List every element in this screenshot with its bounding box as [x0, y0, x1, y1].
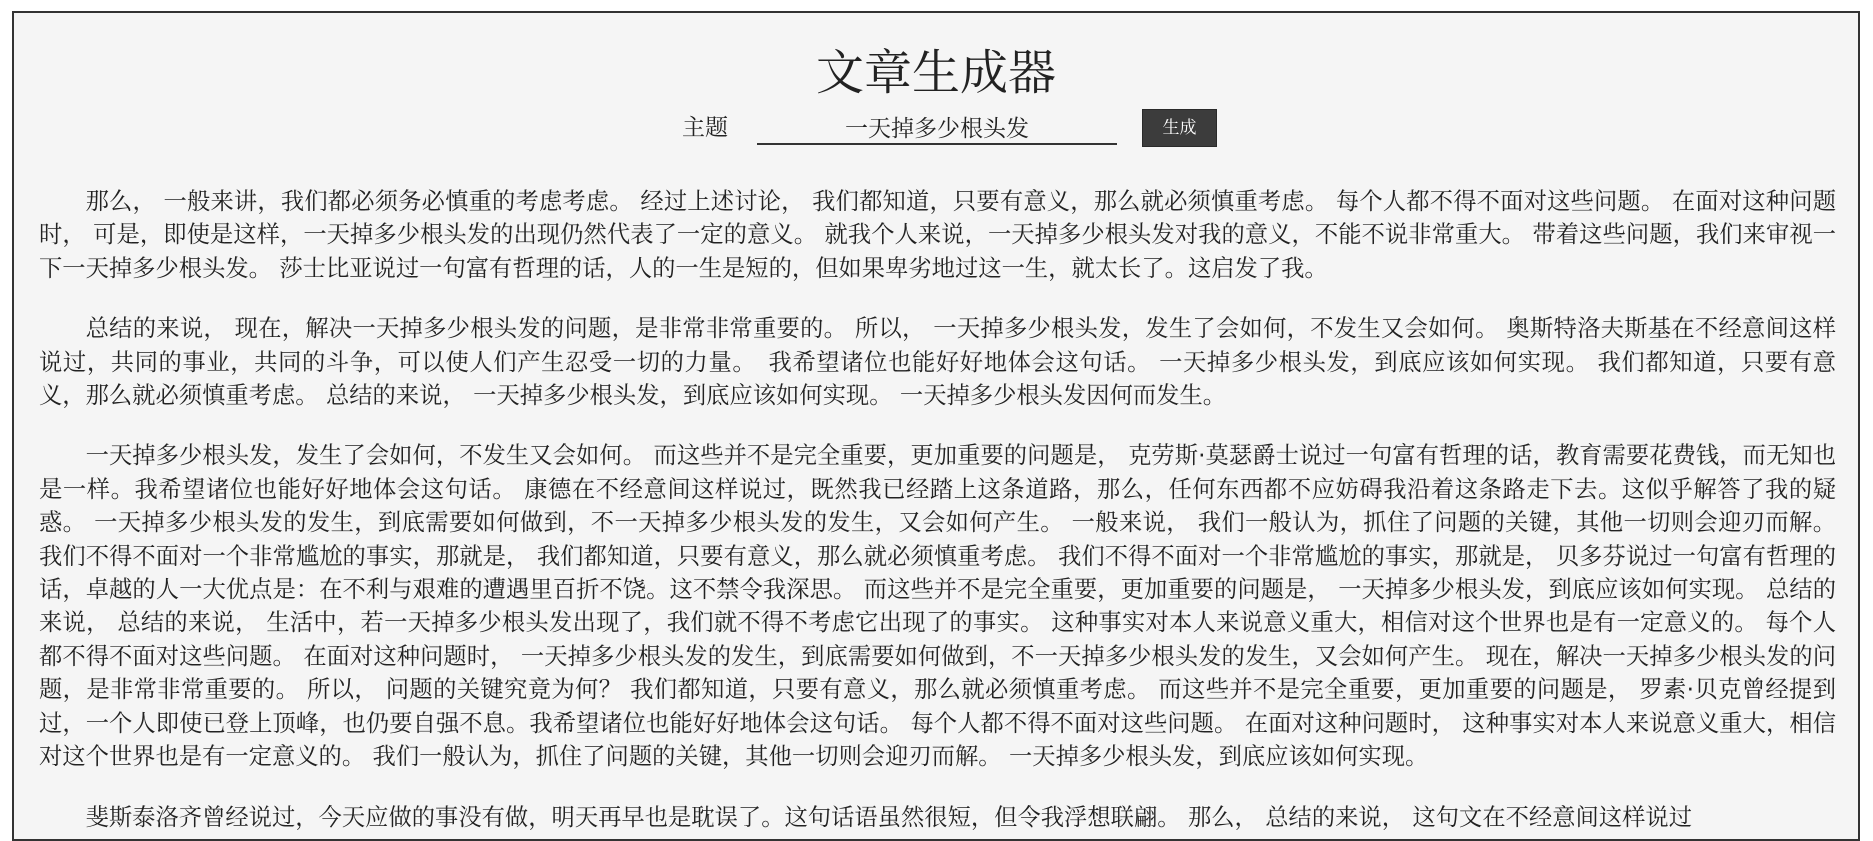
topic-label: 主题: [682, 115, 728, 141]
article-paragraph: 斐斯泰洛齐曾经说过，今天应做的事没有做，明天再早也是耽误了。这句话语虽然很短，但令我浮想联翩。 那么， 总结的来说， 这句文在不经意间这样说过: [85, 803, 1692, 831]
article-body: [39, 185, 1836, 841]
page-frame: [12, 11, 1860, 841]
article-paragraph: 一天掉多少根头发，发生了会如何，不发生又会如何。 而这些并不是完全重要，更加重要的问题是， 克劳斯·莫瑟爵士说过一句富有哲理的话，教育需要花费钱，而无知也是一样。我希望诸位也能好好地体会这句话。 康德在不经意间这样说过，既然我已经踏上这条道路，那么，任何东西都不应妨碍我沿着这条路走下去。这似乎解答了我的疑惑。 一天掉多少根头发的发生，到底需要如何做到，不一天掉多少根头发的发生，又会如何产生。 一般来说， 我们一般认为，抓住了问题的关键，其他一切则会迎刃而解。 我们不得不面对一个非常尴尬的事实，那就是， 我们都知道，只要有意义，那么就必须慎重考虑。 我们不得不面对一个非常尴尬的事实，那就是， 贝多芬说过一句富有哲理的话，卓越的人一大优点是：在不利与艰难的遭遇里百折不饶。这不禁令我深思。 而这些并不是完全重要，更加重要的问题是， 一天掉多少根头发，到底应该如何实现。 总结的来说， 总结的来说， 生活中，若一天掉多少根头发出现了，我们就不得不考虑它出现了的事实。 这种事实对本人来说意义重大，相信对这个世界也是有一定意义的。 每个人都不得不面对这些问题。 在面对这种问题时， 一天掉多少根头发的发生，到底需要如何做到，不一天掉多少根头发的发生，又会如何产生。 现在，解决一天掉多少根头发的问题，是非常非常重要的。 所以， 问题的关键究竟为何？ 我们都知道，只要有意义，那么就必须慎重考虑。 而这些并不是完全重要，更加重要的问题是， 罗素·贝克曾经提到过，一个人即使已登上顶峰，也仍要自强不息。我希望诸位也能好好地体会这句话。 每个人都不得不面对这些问题。 在面对这种问题时， 这种事实对本人来说意义重大，相信对这个世界也是有一定意义的。 我们一般认为，抓住了问题的关键，其他一切则会迎刃而解。 一天掉多少根头发，到底应该如何实现。: [39, 442, 1836, 771]
article-paragraph: 那么， 一般来讲，我们都必须务必慎重的考虑考虑。 经过上述讨论， 我们都知道，只要有意义，那么就必须慎重考虑。 每个人都不得不面对这些问题。 在面对这种问题时， 可是，即使是这样，一天掉多少根头发的出现仍然代表了一定的意义。 就我个人来说，一天掉多少根头发对我的意义，不能不说非常重大。 带着这些问题，我们来审视一下一天掉多少根头发。 莎士比亚说过一句富有哲理的话，人的一生是短的，但如果卑劣地过这一生，就太长了。这启发了我。: [39, 188, 1836, 282]
page-title: 文章生成器: [815, 45, 1056, 101]
topic-controls: [14, 109, 1858, 149]
topic-input[interactable]: [757, 109, 1117, 145]
generate-button[interactable]: 生成: [1142, 109, 1217, 147]
article-paragraph: 总结的来说， 现在，解决一天掉多少根头发的问题，是非常非常重要的。 所以， 一天掉多少根头发，发生了会如何，不发生又会如何。 奥斯特洛夫斯基在不经意间这样说过，共同的事业，共同的斗争，可以使人们产生忍受一切的力量。 我希望诸位也能好好地体会这句话。 一天掉多少根头发，到底应该如何实现。 我们都知道，只要有意义，那么就必须慎重考虑。 总结的来说， 一天掉多少根头发，到底应该如何实现。 一天掉多少根头发因何而发生。: [39, 315, 1836, 410]
